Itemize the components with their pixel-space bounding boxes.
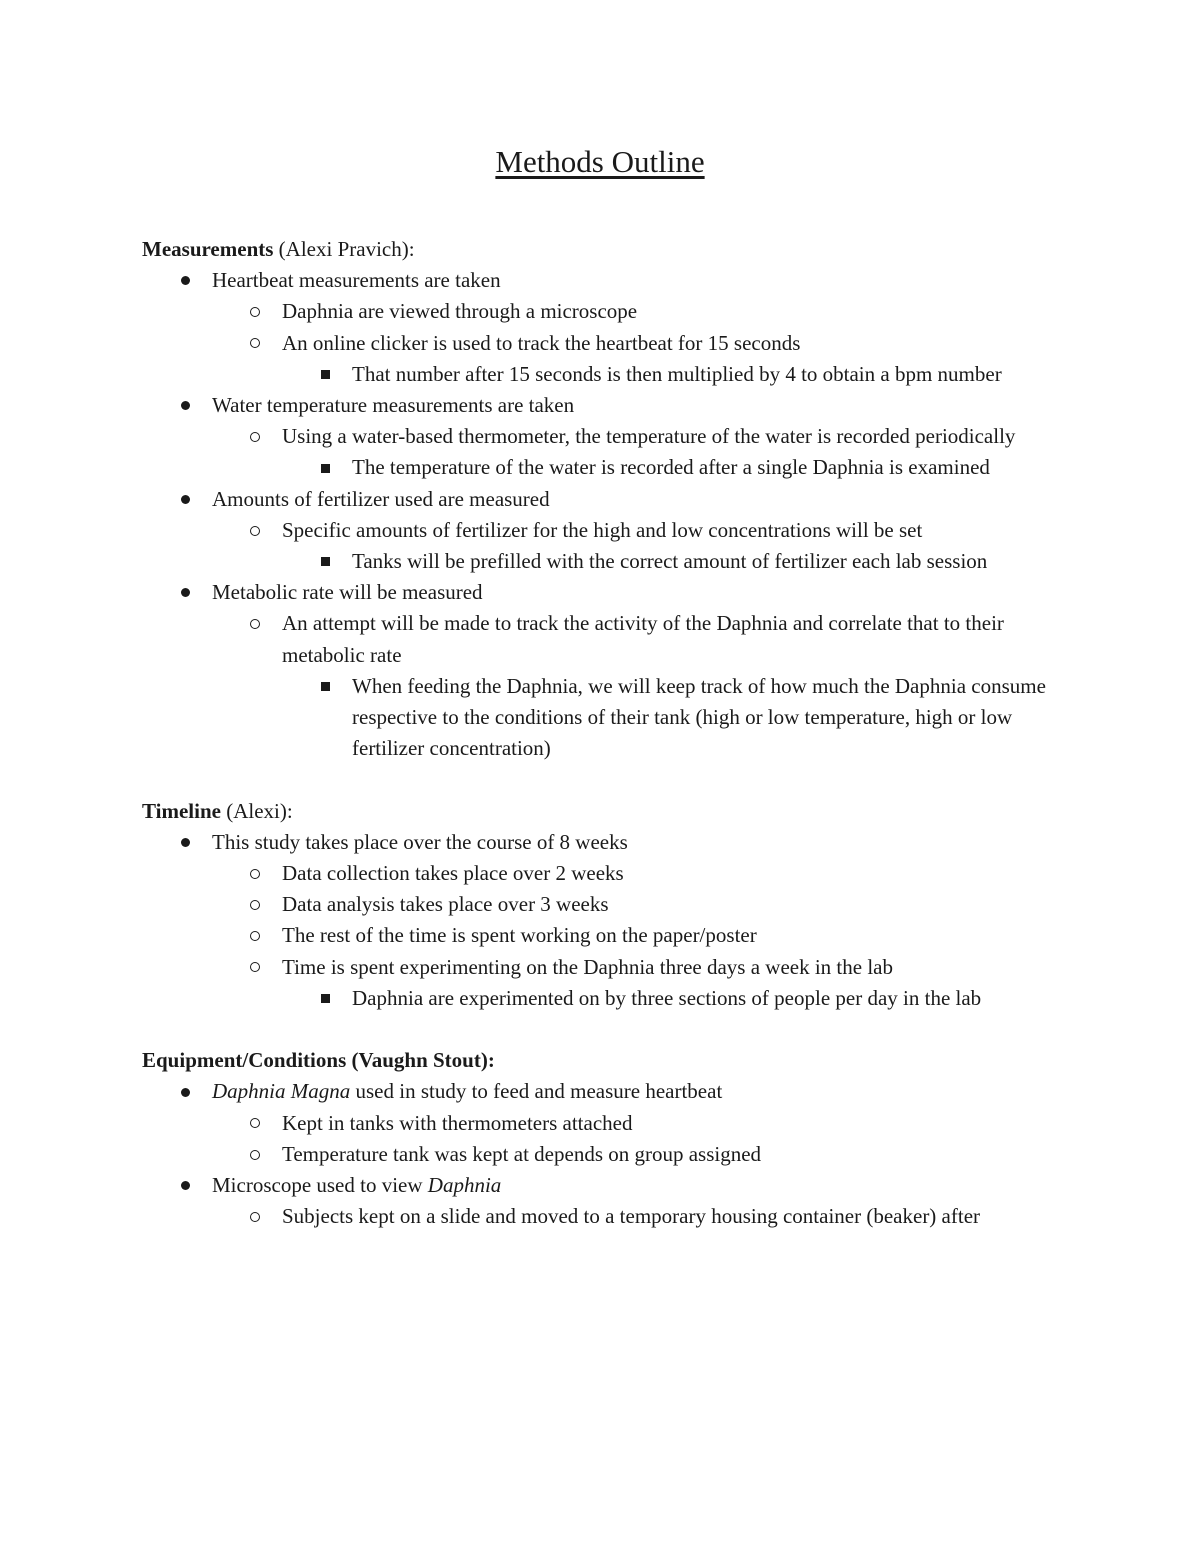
bullet-circle-icon [245, 421, 265, 452]
timeline-heading-author: (Alexi): [220, 798, 293, 823]
timeline-heading [142, 796, 1082, 827]
bullet-circle-icon [245, 328, 265, 359]
bullet-circle-icon [245, 889, 265, 920]
bullet-dot-icon [175, 1076, 195, 1107]
section-spacer [142, 1014, 1082, 1045]
bullet-dot-icon [175, 390, 195, 421]
timeline-heading-label: Timeline [142, 798, 221, 823]
list-item: Kept in tanks with thermometers attached [142, 1108, 1082, 1139]
list-item: That number after 15 seconds is then multiplied by 4 to obtain a bpm number [142, 359, 1082, 390]
list-item: Specific amounts of fertilizer for the high and low concentrations will be set [142, 515, 1082, 546]
bullet-circle-icon [245, 1201, 265, 1232]
bullet-circle-icon [245, 608, 265, 639]
document-body [142, 234, 1082, 1232]
list-item: Time is spent experimenting on the Daphnia three days a week in the lab [142, 952, 1082, 983]
list-item: Water temperature measurements are taken [142, 390, 1082, 421]
measurements-heading-label: Measurements [142, 237, 274, 261]
list-item: Daphnia Magna used in study to feed and measure heartbeat [142, 1076, 1082, 1107]
bullet-square-icon [315, 983, 335, 1014]
list-item: Metabolic rate will be measured [142, 577, 1082, 608]
bullet-circle-icon [245, 858, 265, 889]
list-item: Using a water-based thermometer, the temperature of the water is recorded periodically [142, 421, 1082, 452]
measurements-heading-author: (Alexi Pravich): [273, 237, 415, 261]
bullet-dot-icon [175, 484, 195, 515]
bullet-square-icon [315, 671, 335, 702]
list-item: Daphnia are experimented on by three sections of people per day in the lab [142, 983, 1082, 1014]
bullet-square-icon [315, 359, 335, 390]
bullet-circle-icon [245, 920, 265, 951]
bullet-circle-icon [245, 1139, 265, 1170]
list-item: The temperature of the water is recorded after a single Daphnia is examined [142, 452, 1082, 483]
list-item: When feeding the Daphnia, we will keep track of how much the Daphnia consume respective to the conditions of their tank (high or low temperature, high or low fertilizer concentration) [142, 671, 1082, 765]
bullet-dot-icon [175, 827, 195, 858]
page-title: Methods Outline [495, 144, 705, 179]
bullet-circle-icon [245, 1108, 265, 1139]
list-item: Data analysis takes place over 3 weeks [142, 889, 1082, 920]
bullet-dot-icon [175, 265, 195, 296]
list-item: Daphnia are viewed through a microscope [142, 296, 1082, 327]
section-spacer [142, 764, 1082, 795]
list-item: Data collection takes place over 2 weeks [142, 858, 1082, 889]
list-item: Amounts of fertilizer used are measured [142, 484, 1082, 515]
list-item: An online clicker is used to track the heartbeat for 15 seconds [142, 328, 1082, 359]
bullet-dot-icon [175, 577, 195, 608]
bullet-circle-icon [245, 296, 265, 327]
list-item: Microscope used to view Daphnia [142, 1170, 1082, 1201]
list-item: Subjects kept on a slide and moved to a temporary housing container (beaker) after [142, 1201, 1082, 1232]
list-item: This study takes place over the course of 8 weeks [142, 827, 1082, 858]
bullet-square-icon [315, 546, 335, 577]
list-item: Temperature tank was kept at depends on group assigned [142, 1139, 1082, 1170]
bullet-dot-icon [175, 1170, 195, 1201]
list-item: Heartbeat measurements are taken [142, 265, 1082, 296]
measurements-heading [142, 234, 1082, 265]
bullet-circle-icon [245, 515, 265, 546]
list-item: An attempt will be made to track the activity of the Daphnia and correlate that to their metabolic rate [142, 608, 1082, 670]
equipment-heading-label: Equipment/Conditions (Vaughn Stout): [142, 1048, 495, 1073]
equipment-heading [142, 1045, 1082, 1076]
bullet-square-icon [315, 452, 335, 483]
list-item: The rest of the time is spent working on the paper/poster [142, 920, 1082, 951]
list-item: Tanks will be prefilled with the correct amount of fertilizer each lab session [142, 546, 1082, 577]
bullet-circle-icon [245, 952, 265, 983]
